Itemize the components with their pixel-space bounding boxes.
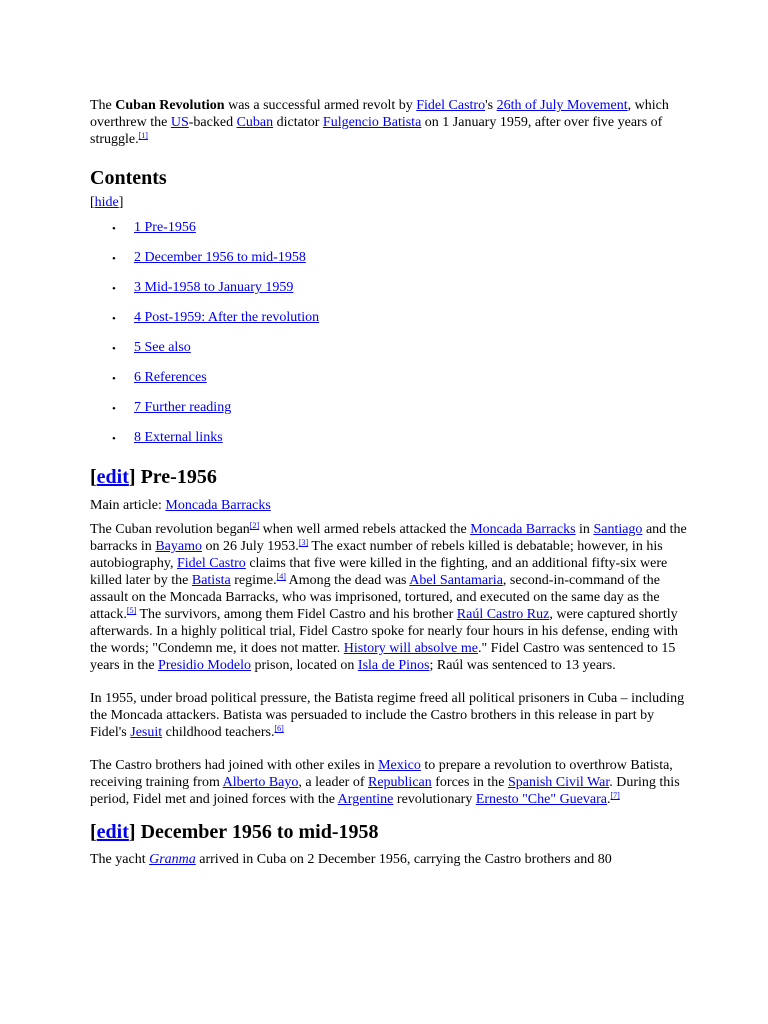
reference-link[interactable]: [2] <box>249 521 260 530</box>
bracket: ] <box>118 195 124 210</box>
bullet-icon: • <box>112 373 116 385</box>
text: , second-in-command of the assault on the Moncada Barracks, who was imprisoned, tortured, and executed on the same day as the attack. <box>90 573 660 622</box>
text: , a leader of <box>298 775 368 790</box>
toc-link-external-links[interactable]: 8 External links <box>134 430 223 445</box>
text: prison, located on <box>250 658 358 673</box>
text: The Castro brothers had joined with other exiles in <box>90 758 379 773</box>
main-article-label: Main article: <box>90 498 166 513</box>
link-fulgencio-batista[interactable]: Fulgencio Batista <box>322 115 422 130</box>
toc-item <box>112 213 690 243</box>
bracket: [ <box>90 195 95 210</box>
toc-link-references[interactable]: 6 References <box>134 370 207 385</box>
link-granma[interactable]: Granma <box>149 852 196 867</box>
text: to prepare a revolution to overthrow Batista, receiving training from <box>90 758 673 790</box>
toc-item <box>112 363 690 393</box>
intro-text: was a successful armed revolt by <box>224 98 417 113</box>
toc-item <box>112 423 690 453</box>
reference-link[interactable]: [4] <box>276 572 286 581</box>
bullet-icon: • <box>112 223 116 235</box>
link-jesuit[interactable]: Jesuit <box>130 725 163 740</box>
edit-section-link[interactable]: edit <box>96 821 129 843</box>
main-article-note <box>90 497 690 514</box>
toc-link-pre-1956[interactable]: 1 Pre-1956 <box>134 220 196 235</box>
link-moncada-barracks[interactable]: Moncada Barracks <box>470 522 576 537</box>
table-of-contents <box>90 213 690 453</box>
link-abel-santamaria[interactable]: Abel Santamaria <box>409 573 503 588</box>
edit-section-link[interactable]: edit <box>96 466 129 488</box>
link-fidel-castro[interactable]: Fidel Castro <box>176 556 246 571</box>
text: childhood teachers. <box>162 725 275 740</box>
text: In 1955, under broad political pressure, the Batista regime freed all political prisoners in Cuba – including the Moncada attackers. Batista was persuaded to include the Castro brothers in this release in part by Fidel's <box>90 691 685 740</box>
text: claims that five were killed in the fighting, and an additional fifty-six were killed later by the <box>90 556 668 588</box>
intro-bold-term: Cuban Revolution <box>115 98 225 113</box>
bracket: [ <box>90 821 97 843</box>
bullet-icon: • <box>112 433 116 445</box>
text: . During this period, Fidel met and joined forces with the <box>90 775 680 807</box>
toc-link-see-also[interactable]: 5 See also <box>134 340 191 355</box>
article-content <box>90 96 690 868</box>
link-alberto-bayo[interactable]: Alberto Bayo <box>222 775 299 790</box>
contents-heading: Contents <box>90 167 167 189</box>
paragraph-exiles <box>90 757 690 808</box>
bracket: [ <box>90 466 97 488</box>
link-presidio-modelo[interactable]: Presidio Modelo <box>158 658 251 673</box>
toc-link-december-1956[interactable]: 2 December 1956 to mid-1958 <box>134 250 306 265</box>
intro-paragraph <box>90 97 690 148</box>
reference-link[interactable]: [3] <box>298 538 309 547</box>
link-spanish-civil-war[interactable]: Spanish Civil War <box>507 775 610 790</box>
toc-link-post-1959[interactable]: 4 Post-1959: After the revolution <box>134 310 320 325</box>
toc-item <box>112 333 690 363</box>
intro-text: dictator <box>273 115 323 130</box>
reference-link[interactable]: [1] <box>138 131 148 140</box>
bullet-icon: • <box>112 253 116 265</box>
link-santiago[interactable]: Santiago <box>593 522 643 537</box>
toc-item <box>112 393 690 423</box>
paragraph-moncada <box>90 521 690 674</box>
text: , were captured shortly afterwards. In a highly political trial, Fidel Castro spoke for nearly four hours in his defense, ending with the words; "Condemn me, it does not matter. <box>90 607 678 656</box>
link-fidel-castro[interactable]: Fidel Castro <box>416 98 486 113</box>
text: when well armed rebels attacked the <box>259 522 471 537</box>
intro-text: on 1 January 1959, after over five years of struggle. <box>90 115 663 147</box>
text: . <box>607 792 611 807</box>
link-26th-july-movement[interactable]: 26th of July Movement <box>496 98 628 113</box>
link-isla-de-pinos[interactable]: Isla de Pinos <box>357 658 430 673</box>
toc-item <box>112 243 690 273</box>
section-title: Pre-1956 <box>135 466 217 488</box>
text: Among the dead was <box>285 573 410 588</box>
link-history-will-absolve-me[interactable]: History will absolve me <box>343 641 478 656</box>
paragraph-granma <box>90 851 690 868</box>
text: The yacht <box>90 852 150 867</box>
link-moncada-barracks-main[interactable]: Moncada Barracks <box>165 498 271 513</box>
text: arrived in Cuba on 2 December 1956, carrying the Castro brothers and 80 <box>195 852 612 867</box>
link-batista[interactable]: Batista <box>191 573 231 588</box>
link-republican[interactable]: Republican <box>367 775 432 790</box>
bracket: ] <box>128 821 136 843</box>
reference-link[interactable]: [6] <box>274 724 284 733</box>
text: ; Raúl was sentenced to 13 years. <box>429 658 616 673</box>
text: in <box>575 522 594 537</box>
toc-item <box>112 273 690 303</box>
link-argentine[interactable]: Argentine <box>337 792 394 807</box>
paragraph-1955 <box>90 690 690 741</box>
section-heading-pre-1956 <box>90 465 690 489</box>
link-che-guevara[interactable]: Ernesto "Che" Guevara <box>475 792 607 807</box>
toc-item <box>112 303 690 333</box>
text: The Cuban revolution began <box>90 522 250 537</box>
text: revolutionary <box>393 792 476 807</box>
bullet-icon: • <box>112 283 116 295</box>
intro-text: The <box>90 98 116 113</box>
text: and the barracks in <box>90 522 687 554</box>
intro-text: -backed <box>188 115 237 130</box>
section-heading-december-1956 <box>90 820 690 844</box>
text: regime. <box>230 573 277 588</box>
toc-link-further-reading[interactable]: 7 Further reading <box>134 400 232 415</box>
reference-link[interactable]: [7] <box>610 791 620 800</box>
reference-link[interactable]: [5] <box>126 606 137 615</box>
link-mexico[interactable]: Mexico <box>378 758 421 773</box>
text: forces in the <box>431 775 508 790</box>
intro-text: 's <box>485 98 497 113</box>
link-us[interactable]: US <box>170 115 189 130</box>
toc-toggle <box>90 194 690 211</box>
intro-text: , which overthrew the <box>90 98 669 130</box>
toc-link-mid-1958[interactable]: 3 Mid-1958 to January 1959 <box>134 280 294 295</box>
bullet-icon: • <box>112 313 116 325</box>
bracket: ] <box>128 466 136 488</box>
text: The survivors, among them Fidel Castro and his brother <box>136 607 457 622</box>
link-bayamo[interactable]: Bayamo <box>155 539 202 554</box>
link-cuban[interactable]: Cuban <box>236 115 274 130</box>
link-raul-castro-ruz[interactable]: Raúl Castro Ruz <box>456 607 550 622</box>
section-title: December 1956 to mid-1958 <box>135 821 379 843</box>
bullet-icon: • <box>112 403 116 415</box>
text: The exact number of rebels killed is debatable; however, in his autobiography, <box>90 539 663 571</box>
hide-toc-link[interactable]: hide <box>94 195 119 210</box>
text: on 26 July 1953. <box>201 539 299 554</box>
bullet-icon: • <box>112 343 116 355</box>
text: ." Fidel Castro was sentenced to 15 years in the <box>90 641 676 673</box>
